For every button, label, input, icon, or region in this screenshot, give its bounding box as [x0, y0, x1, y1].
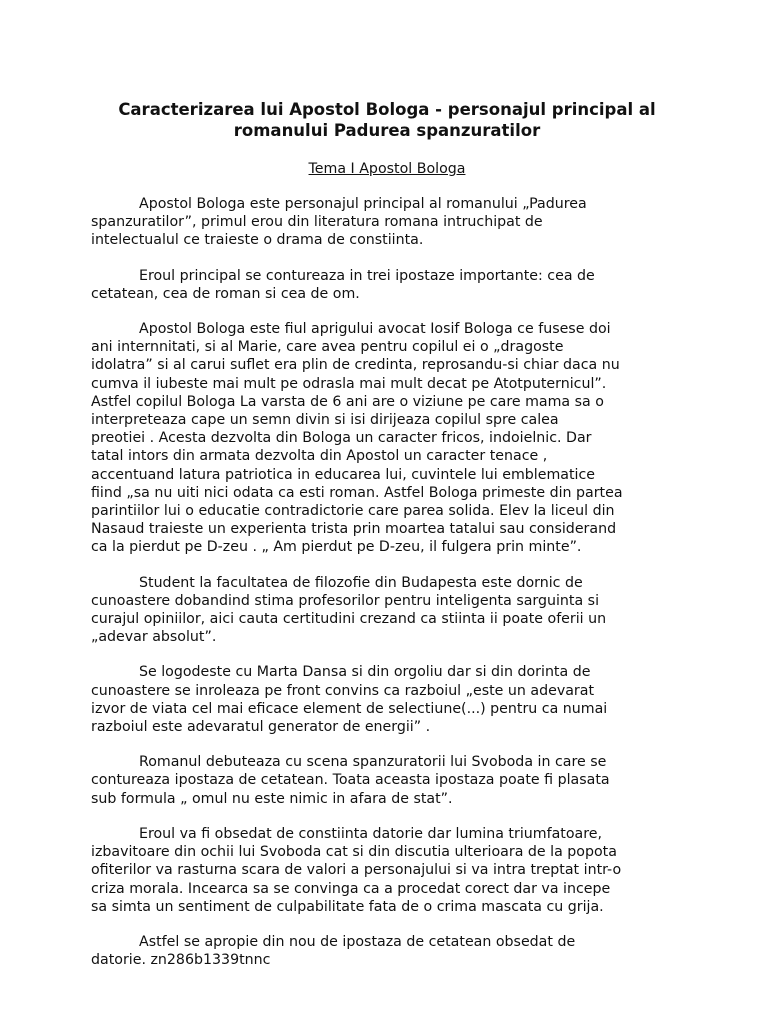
paragraph-line: cetatean, cea de roman si cea de om.	[91, 285, 360, 302]
paragraph-line: Eroul principal se contureaza in trei ipostaze importante: cea de	[139, 267, 595, 284]
paragraph-line: cunoastere se inroleaza pe front convins ca razboiul „este un adevarat	[91, 682, 595, 699]
document-subtitle: Tema I Apostol Bologa	[308, 161, 466, 177]
paragraph	[91, 320, 683, 557]
paragraph-line: „adevar absolut”.	[91, 629, 217, 646]
paragraph-line: ofiterilor va rasturna scara de valori a personajului si va intra treptat intr-o	[91, 862, 622, 879]
paragraph-line: preotiei . Acesta dezvolta din Bologa un caracter fricos, indoielnic. Dar	[91, 430, 592, 447]
document-page	[91, 99, 683, 969]
paragraph-line: sa simta un sentiment de culpabilitate fata de o crima mascata cu grija.	[91, 898, 604, 915]
paragraph-line: interpreteaza cape un semn divin si isi dirijeaza copilul spre calea	[91, 412, 559, 429]
paragraph-line: Astfel se apropie din nou de ipostaza de cetatean obsedat de	[139, 933, 576, 950]
paragraph	[91, 574, 683, 647]
paragraph-line: razboiul este adevaratul generator de energii” .	[91, 719, 431, 736]
document-body	[91, 195, 683, 969]
paragraph-line: izvor de viata cel mai eficace element de selectiune(...) pentru ca numai	[91, 700, 608, 717]
paragraph-line: Se logodeste cu Marta Dansa si din orgoliu dar si din dorinta de	[139, 664, 591, 681]
paragraph-line: parintiilor lui o educatie contradictorie care parea solida. Elev la liceul din	[91, 503, 615, 520]
paragraph	[91, 195, 683, 250]
paragraph-line: Astfel copilul Bologa La varsta de 6 ani are o viziune pe care mama sa o	[91, 393, 604, 410]
paragraph-line: Romanul debuteaza cu scena spanzuratorii lui Svoboda in care se	[139, 754, 607, 771]
paragraph-line: ca la pierdut pe D-zeu . „ Am pierdut pe D-zeu, il fulgera prin minte”.	[91, 539, 582, 556]
paragraph-line: Apostol Bologa este personajul principal al romanului „Padurea	[139, 196, 587, 212]
paragraph-line: idolatra” si al carui suflet era plin de credinta, reprosandu-si chiar daca nu	[91, 357, 620, 374]
paragraph-line: Apostol Bologa este fiul aprigului avocat Iosif Bologa ce fusese doi	[139, 321, 611, 338]
paragraph-line: curajul opiniilor, aici cauta certitudini crezand ca stiinta ii poate oferii un	[91, 611, 607, 628]
paragraph	[91, 267, 683, 303]
paragraph-line: datorie. zn286b1339tnnc	[91, 952, 271, 969]
paragraph-line: ani internnitati, si al Marie, care avea pentru copilul ei o „dragoste	[91, 339, 564, 356]
paragraph-line: Eroul va fi obsedat de constiinta datorie dar lumina triumfatoare,	[139, 825, 602, 842]
paragraph-line: contureaza ipostaza de cetatean. Toata aceasta ipostaza poate fi plasata	[91, 772, 610, 789]
paragraph-line: fiind „sa nu uiti nici odata ca esti roman. Astfel Bologa primeste din partea	[91, 484, 623, 501]
paragraph-line: cumva il iubeste mai mult pe odrasla mai mult decat pe Atotputernicul”.	[91, 375, 607, 392]
document-title	[91, 99, 683, 141]
paragraph-line: accentuand latura patriotica in educarea lui, cuvintele lui emblematice	[91, 466, 595, 483]
paragraph-line: sub formula „ omul nu este nimic in afara de stat”.	[91, 790, 453, 807]
paragraph-line: cunoastere dobandind stima profesorilor pentru inteligenta sarguinta si	[91, 592, 600, 609]
paragraph	[91, 663, 683, 736]
paragraph-line: tatal intors din armata dezvolta din Apostol un caracter tenace ,	[91, 448, 548, 465]
paragraph-line: izbavitoare din ochii lui Svoboda cat si din discutia ulterioara de la popota	[91, 844, 617, 861]
paragraph-line: criza morala. Incearca sa se convinga ca a procedat corect dar va incepe	[91, 880, 611, 897]
paragraph-line: Student la facultatea de filozofie din Budapesta este dornic de	[139, 574, 583, 591]
paragraph-line: Nasaud traieste un experienta trista prin moartea tatalui sau considerand	[91, 521, 617, 538]
paragraph-line: intelectualul ce traieste o drama de constiinta.	[91, 232, 424, 249]
paragraph	[91, 933, 683, 969]
paragraph	[91, 825, 683, 916]
paragraph-line: spanzuratilor”, primul erou din literatura romana intruchipat de	[91, 214, 543, 231]
title-line: Caracterizarea lui Apostol Bologa - personajul principal al	[118, 100, 656, 119]
title-line: romanului Padurea spanzuratilor	[233, 121, 541, 140]
paragraph	[91, 753, 683, 808]
